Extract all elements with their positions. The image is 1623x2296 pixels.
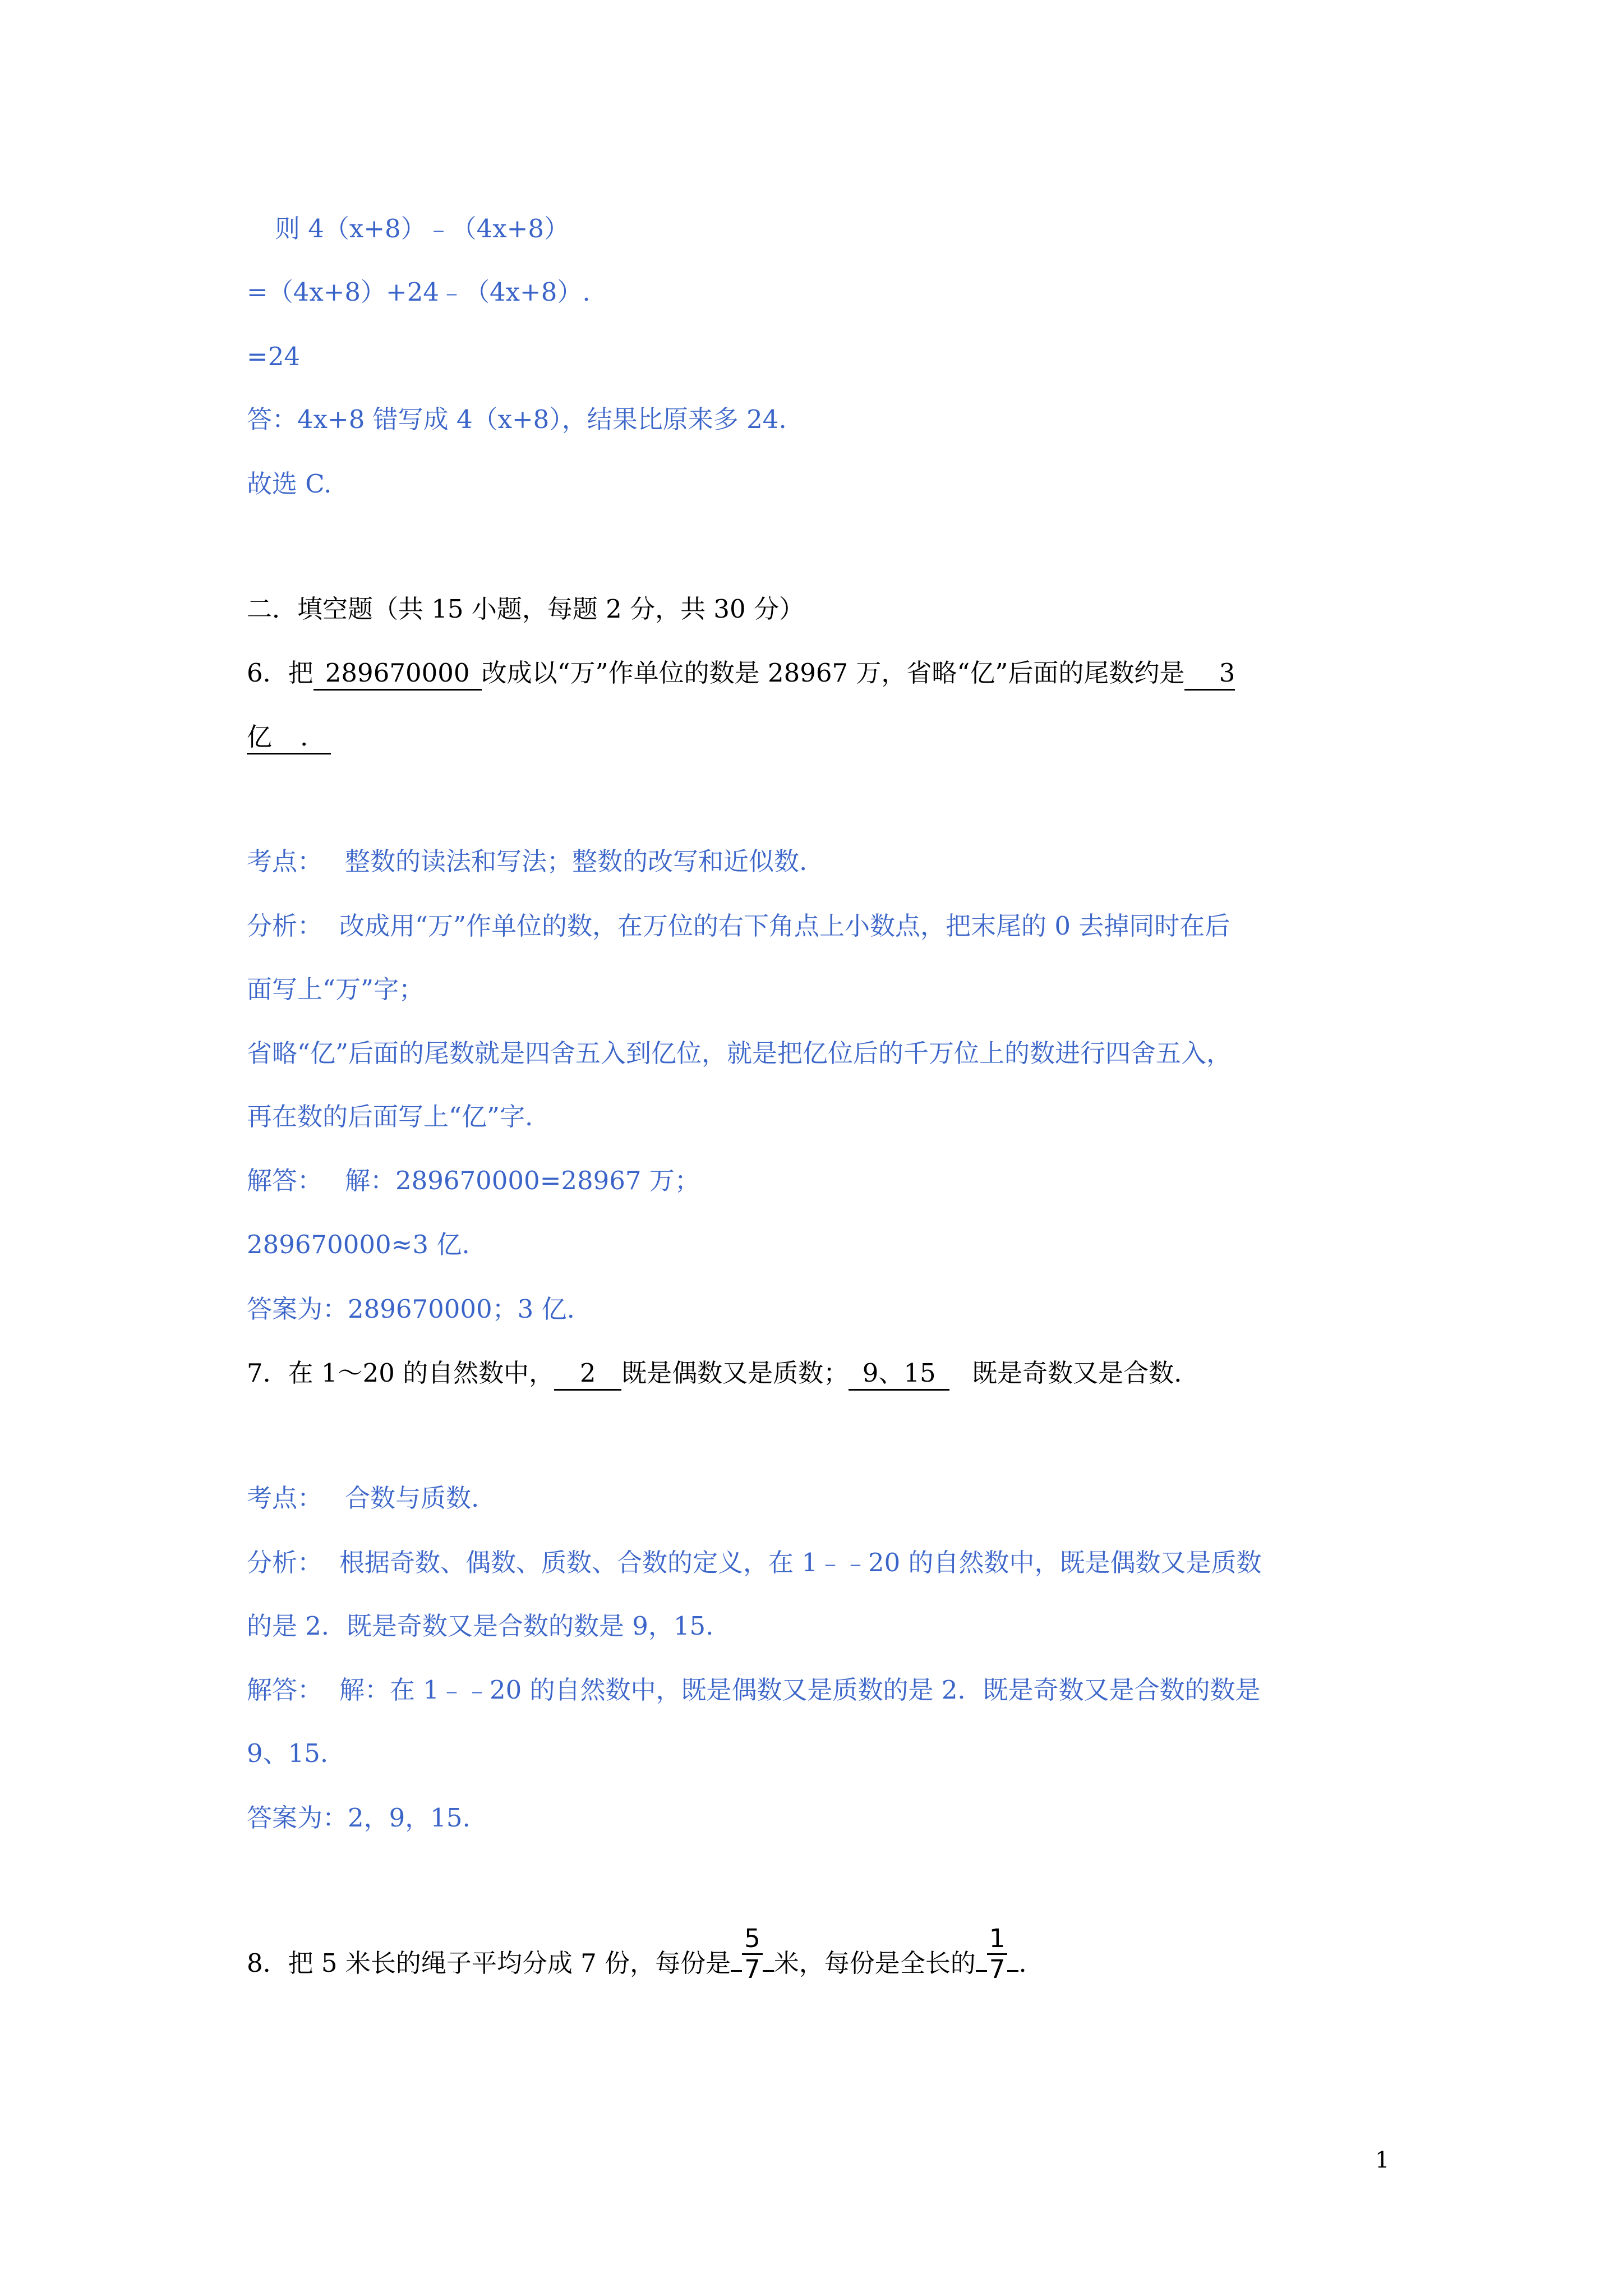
- q6-jieda-label: 解答：: [247, 1166, 323, 1195]
- q6-fenxi: [247, 910, 1230, 942]
- q8-blank-left-2: [976, 1970, 987, 1972]
- q7-fenxi-2: 的是 2．既是奇数又是合数的数是 9，15.: [247, 1611, 714, 1641]
- q8-fraction-2: [987, 1924, 1008, 1984]
- q7-jieda-1: 解：在 1﹣﹣20 的自然数中，既是偶数又是质数的是 2．既是奇数又是合数的数是: [339, 1675, 1261, 1705]
- q6-end: .: [300, 722, 308, 752]
- q8-frac1-den: 7: [744, 1954, 760, 1984]
- q7-kaodian-label: 考点：: [247, 1483, 323, 1513]
- q6-fenxi-2: 面写上“万”字；: [247, 974, 425, 1004]
- q6-jieda: [247, 1165, 700, 1197]
- page-number: 1: [1375, 2147, 1390, 2173]
- q7-end: 既是奇数又是合数.: [972, 1358, 1182, 1388]
- q7-kaodian: [247, 1483, 479, 1514]
- question-7: [247, 1358, 1182, 1391]
- q6-middle: 改成以“万”作单位的数是 28967 万，省略“亿”后面的尾数约是: [481, 658, 1185, 688]
- solution-line-4: 答：4x+8 错写成 4（x+8），结果比原来多 24.: [247, 404, 787, 434]
- q8-blank-right-2: [1007, 1970, 1018, 1972]
- q7-prefix: 7．在 1～20 的自然数中，: [247, 1358, 555, 1388]
- q6-fenxi-3: 省略“亿”后面的尾数就是四舍五入到亿位，就是把亿位后的千万位上的数进行四舍五入，: [247, 1038, 1232, 1068]
- q6-jieda-1: 解：289670000=28967 万；: [345, 1166, 700, 1195]
- q6-kaodian: [247, 846, 807, 877]
- q7-fenxi-label: 分析：: [247, 1548, 323, 1577]
- solution-line-1: 则 4（x+8）﹣（4x+8）: [275, 214, 569, 243]
- q7-middle: 既是偶数又是质数；: [621, 1358, 849, 1388]
- section-header: 二．填空题（共 15 小题，每题 2 分，共 30 分）: [247, 594, 804, 624]
- q8-fraction-1: [742, 1924, 763, 1984]
- q6-answer: 答案为：289670000；3 亿.: [247, 1294, 575, 1324]
- q6-fenxi-label: 分析：: [247, 911, 323, 941]
- q8-frac1-num: 5: [742, 1924, 763, 1955]
- q8-blank-right-1: [763, 1970, 774, 1972]
- q6-blank-1: 289670000: [313, 657, 482, 691]
- q6-prefix: 6．把: [247, 658, 313, 688]
- q8-frac2-den: 7: [989, 1954, 1006, 1984]
- q7-answer: 答案为：2，9，15.: [247, 1803, 471, 1833]
- q6-kaodian-label: 考点：: [247, 846, 323, 876]
- q7-fenxi-1: 根据奇数、偶数、质数、合数的定义，在 1﹣﹣20 的自然数中，既是偶数又是质数: [339, 1548, 1262, 1577]
- q8-end: .: [1018, 1948, 1027, 1978]
- q6-blank-2b: [247, 721, 331, 754]
- q6-blank-2b-text: 亿: [247, 722, 273, 752]
- q7-jieda-label: 解答：: [247, 1675, 323, 1705]
- q8-middle: 米，每份是全长的: [773, 1948, 976, 1978]
- q8-frac2-num: 1: [987, 1924, 1008, 1955]
- q6-kaodian-text: 整数的读法和写法；整数的改写和近似数.: [345, 846, 808, 876]
- q8-prefix: 8．把 5 米长的绳子平均分成 7 份，每份是: [247, 1948, 731, 1978]
- q7-jieda: [247, 1674, 1260, 1706]
- solution-line-5: 故选 C.: [247, 469, 332, 499]
- solution-line-3: =24: [247, 342, 300, 371]
- question-6-cont: [247, 721, 331, 754]
- question-6: [247, 657, 1235, 691]
- q7-blank-1: 2: [554, 1358, 621, 1391]
- q6-fenxi-1: 改成用“万”作单位的数，在万位的右下角点上小数点，把末尾的 0 去掉同时在后: [339, 911, 1230, 941]
- q8-blank-left-1: [731, 1970, 742, 1972]
- q6-jieda-2: 289670000≈3 亿.: [247, 1230, 470, 1259]
- q6-blank-2a: 3: [1184, 657, 1235, 691]
- question-8: [247, 1924, 1027, 1984]
- q7-jieda-2: 9、15.: [247, 1738, 329, 1768]
- q7-blank-2: 9、15: [849, 1358, 949, 1391]
- solution-line-2: =（4x+8）+24﹣（4x+8）.: [247, 277, 591, 307]
- q7-fenxi: [247, 1547, 1262, 1579]
- q6-fenxi-4: 再在数的后面写上“亿”字.: [247, 1102, 533, 1131]
- q7-kaodian-text: 合数与质数.: [345, 1483, 479, 1513]
